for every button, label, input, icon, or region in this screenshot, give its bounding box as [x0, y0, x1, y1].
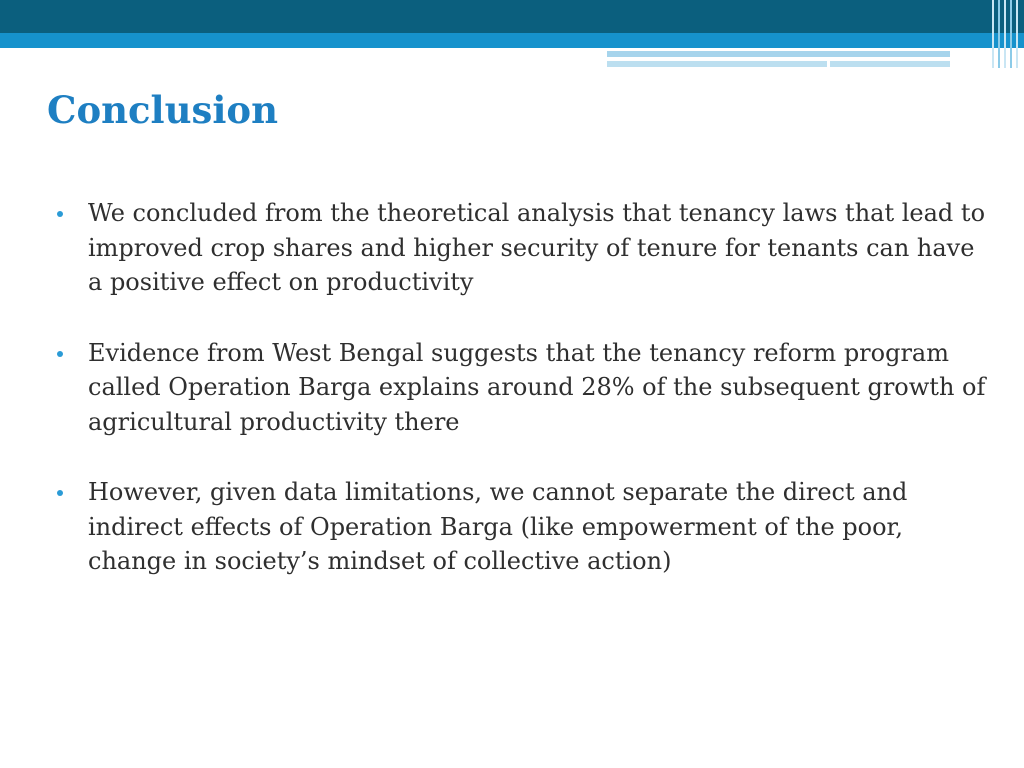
bullet-dot-icon [57, 351, 63, 357]
bullet-item [57, 336, 987, 440]
header-band-thin [0, 45, 605, 48]
header-vertical-line [1004, 0, 1006, 68]
bullet-dot-icon [57, 490, 63, 496]
header-stripe [605, 45, 1024, 48]
header-stripe [607, 51, 950, 57]
header-vertical-line [1016, 0, 1018, 68]
bullet-item [57, 475, 987, 579]
bullet-text: However, given data limitations, we cannot separate the direct and indirect effects of Operation Barga (like empowerment of the poor, change in society’s mindset of collective action) [88, 478, 908, 575]
bullet-text: We concluded from the theoretical analysis that tenancy laws that lead to improved crop shares and higher security of tenure for tenants can have a positive effect on productivity [88, 199, 986, 296]
header-vertical-line [998, 0, 1000, 68]
header-vertical-line [992, 0, 994, 68]
bullet-item [57, 196, 987, 300]
bullet-text: Evidence from West Bengal suggests that the tenancy reform program called Operation Barga explains around 28% of the subsequent growth of agricultural productivity there [88, 338, 986, 436]
header-stripe [830, 61, 950, 67]
header-vertical-line [1010, 0, 1012, 68]
slide-header-decoration [0, 0, 1024, 75]
header-band-mid [0, 33, 1024, 45]
bullet-list [57, 196, 987, 615]
slide-title: Conclusion [47, 88, 278, 132]
bullet-dot-icon [57, 211, 63, 217]
header-stripe [607, 61, 827, 67]
header-band-dark [0, 0, 1024, 33]
